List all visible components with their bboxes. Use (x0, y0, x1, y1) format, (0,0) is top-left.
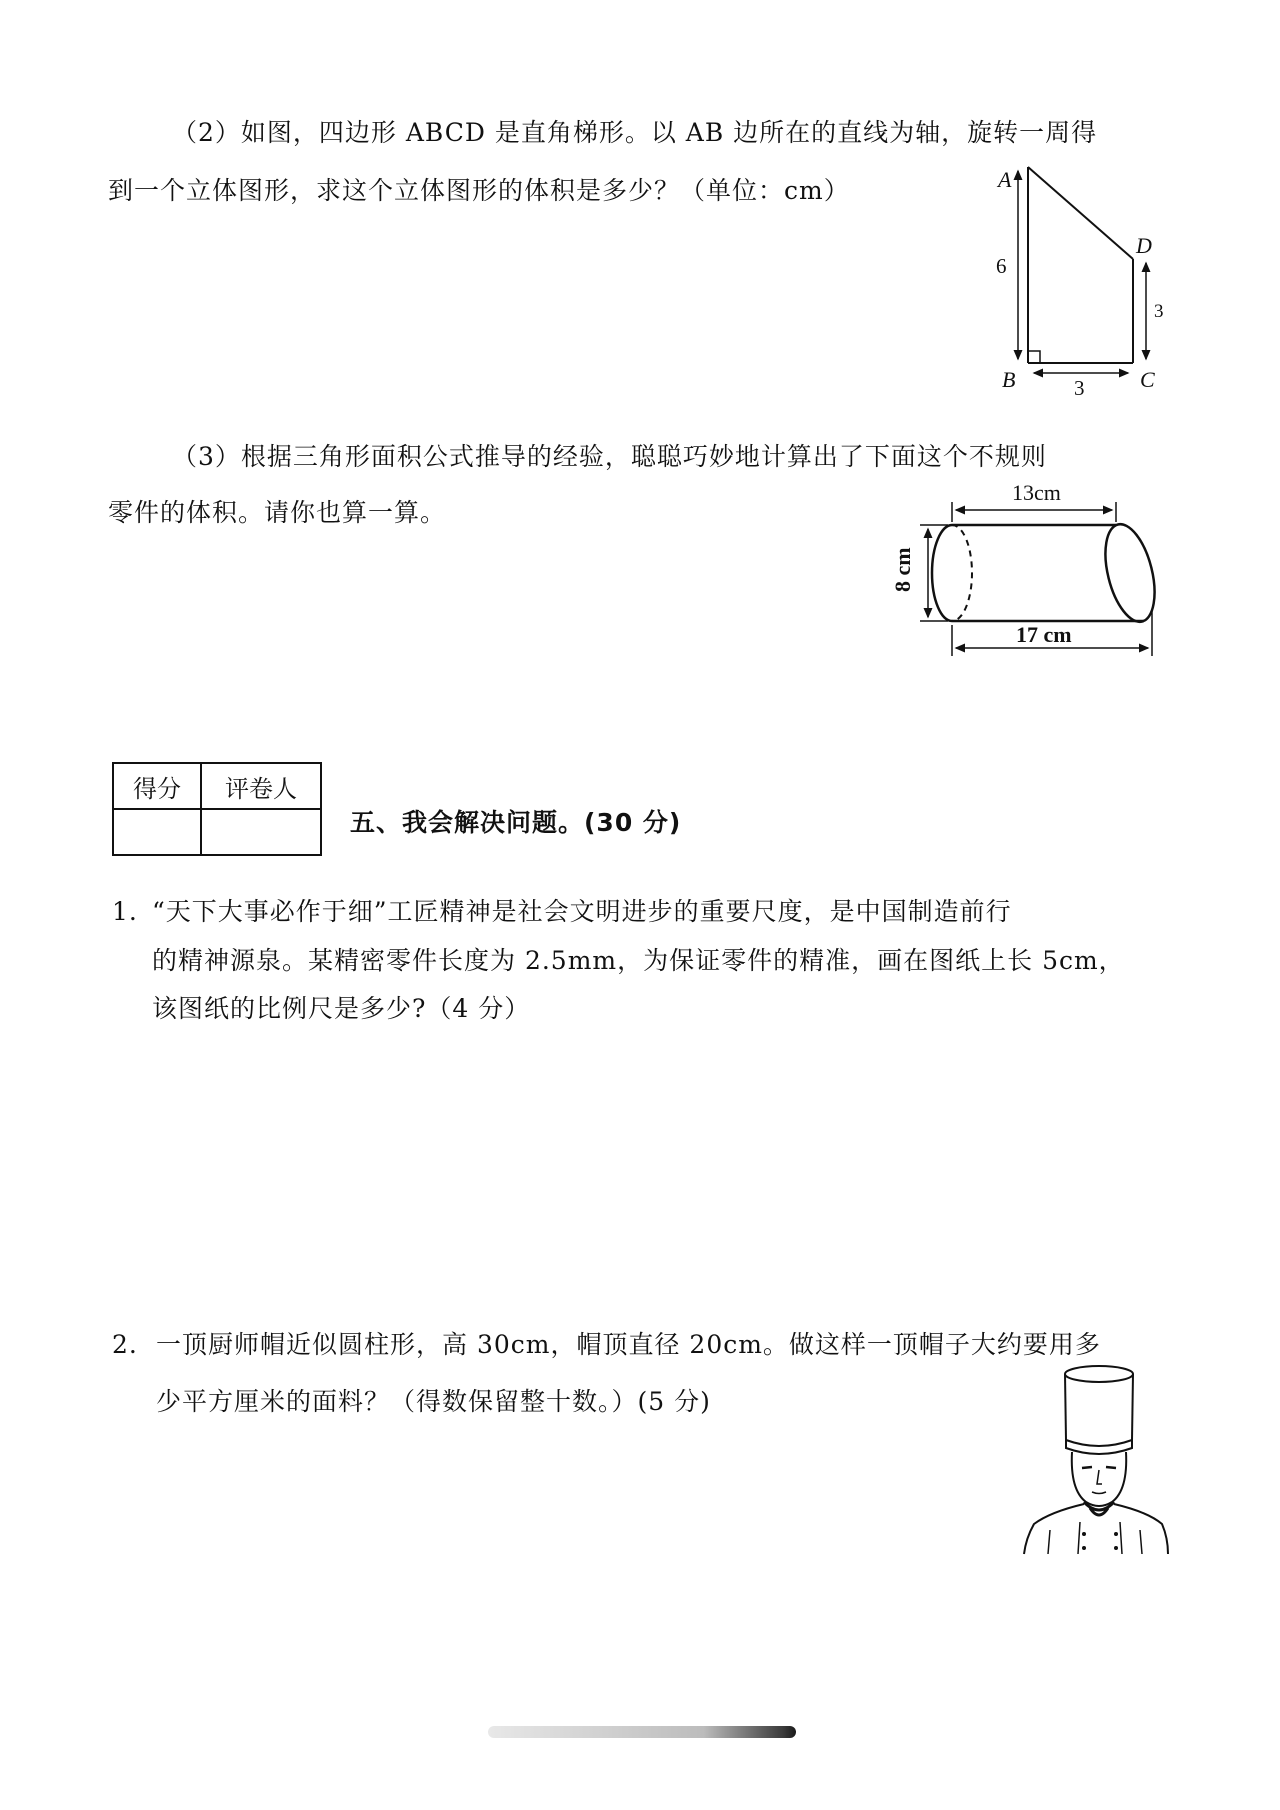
right-end (1097, 519, 1164, 627)
left-end-front (932, 525, 952, 621)
p2-number: 2. (112, 1330, 138, 1359)
side-ad (1028, 167, 1133, 259)
label-ab-length: 6 (996, 254, 1007, 278)
p1-text-line3: 该图纸的比例尺是多少?（4 分） (152, 994, 531, 1023)
chef-face (1072, 1452, 1126, 1506)
chef-eyes (1082, 1467, 1116, 1468)
label-b: B (1002, 367, 1016, 392)
q3-text-line2: 零件的体积。请你也算一算。 (108, 498, 447, 527)
label-bc-length: 3 (1074, 376, 1085, 400)
chef-jacket-details (1048, 1522, 1142, 1554)
label-a: A (998, 167, 1012, 192)
left-end-back (952, 525, 972, 621)
p2-text-line2: 少平方厘米的面料？（得数保留整十数。）(5 分) (156, 1387, 711, 1416)
label-dc-length: 3 (1154, 301, 1164, 322)
label-d: D (1136, 233, 1152, 258)
p1-text-line2: 的精神源泉。某精密零件长度为 2.5mm，为保证零件的精准，画在图纸上长 5cm， (152, 946, 1125, 975)
chef-mouth (1092, 1492, 1106, 1494)
q2-text-line2: 到一个立体图形，求这个立体图形的体积是多少？（单位：cm） (108, 176, 850, 205)
chef-hat-top (1065, 1366, 1133, 1382)
label-top-length: 13cm (1012, 480, 1061, 505)
q2-text-line1: （2）如图，四边形 ABCD 是直角梯形。以 AB 边所在的直线为轴，旋转一周得 (172, 118, 1098, 147)
grader-header: 评卷人 (201, 763, 321, 809)
chef-jacket (1024, 1504, 1168, 1554)
label-c: C (1140, 367, 1155, 392)
chef-button-3 (1082, 1546, 1086, 1550)
chef-illustration (1020, 1362, 1170, 1557)
p2-text-line1: 一顶厨师帽近似圆柱形，高 30cm，帽顶直径 20cm。做这样一顶帽子大约要用多 (156, 1330, 1101, 1359)
right-angle-mark (1028, 351, 1040, 363)
chef-hat-left (1065, 1374, 1066, 1440)
chef-button-4 (1114, 1546, 1118, 1550)
cut-cylinder-figure (880, 480, 1170, 670)
chef-hat-right (1132, 1374, 1133, 1440)
score-cell[interactable] (113, 809, 201, 855)
score-box (112, 762, 322, 856)
p1-number: 1. (112, 897, 138, 926)
label-height: 8 cm (890, 547, 915, 592)
label-bottom-length: 17 cm (1016, 622, 1072, 647)
scroll-indicator[interactable] (488, 1726, 796, 1738)
trapezoid-figure (990, 155, 1190, 400)
chef-nose (1097, 1470, 1102, 1484)
chef-button-2 (1114, 1532, 1118, 1536)
score-header: 得分 (113, 763, 201, 809)
q3-text-line1: （3）根据三角形面积公式推导的经验，聪聪巧妙地计算出了下面这个不规则 (172, 442, 1047, 471)
grader-cell[interactable] (201, 809, 321, 855)
p1-text-line1: “天下大事必作于细”工匠精神是社会文明进步的重要尺度，是中国制造前行 (152, 897, 1012, 926)
chef-hat-band (1066, 1440, 1132, 1454)
chef-button-1 (1082, 1532, 1086, 1536)
section-title: 五、我会解决问题。(30 分) (350, 808, 682, 837)
